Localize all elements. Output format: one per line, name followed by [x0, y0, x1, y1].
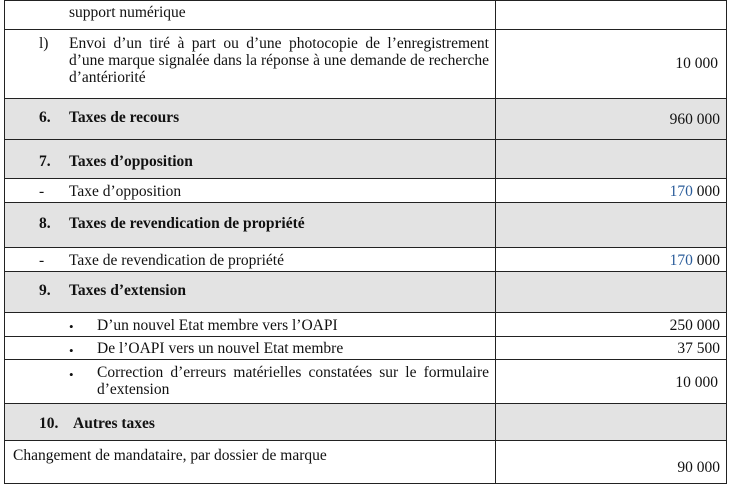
- row-value: 170 000: [669, 183, 720, 200]
- row-label: De l’OAPI vers un nouvel Etat membre: [97, 340, 344, 357]
- table-row: [4, 403, 727, 441]
- table-row: [4, 312, 727, 337]
- row-label: Taxe d’opposition: [69, 183, 182, 200]
- row-label: support numérique: [69, 4, 186, 21]
- row-label: Changement de mandataire, par dossier de marque: [13, 447, 327, 464]
- section-title: Taxes de revendication de propriété: [69, 215, 305, 232]
- section-title: Taxes d’opposition: [69, 153, 193, 170]
- table-row: [4, 139, 727, 179]
- bullet-icon: •: [69, 343, 74, 358]
- table-row: [4, 98, 727, 140]
- section-number: 6.: [39, 109, 51, 126]
- table-row: [4, 29, 727, 99]
- row-value: 960 000: [669, 111, 720, 128]
- row-marker: -: [39, 252, 45, 269]
- row-label: Taxe de revendication de propriété: [69, 252, 284, 269]
- section-title: Autres taxes: [73, 415, 155, 432]
- section-number: 10.: [39, 415, 59, 432]
- table-row: [4, 0, 727, 30]
- table-row: [4, 336, 727, 360]
- table-row: [4, 178, 727, 203]
- row-value: 90 000: [677, 459, 720, 476]
- row-label: Envoi d’un tiré à part ou d’une photocopie de l’enregistrement d’une marque signalée dans la réponse à une demande de recherche d’antériorité: [69, 35, 489, 86]
- row-marker: -: [39, 183, 45, 200]
- table-row: [4, 202, 727, 248]
- bullet-icon: •: [69, 367, 74, 382]
- row-label: Correction d’erreurs matérielles constatées sur le formulaire d’extension: [97, 364, 489, 398]
- section-number: 9.: [39, 282, 51, 299]
- row-value: 170 000: [669, 252, 720, 269]
- section-title: Taxes de recours: [69, 109, 180, 126]
- table-row: [4, 359, 727, 404]
- row-value: 10 000: [675, 374, 718, 391]
- section-number: 8.: [39, 215, 51, 232]
- section-number: 7.: [39, 153, 51, 170]
- row-value: 250 000: [669, 317, 720, 334]
- table-row: [4, 247, 727, 272]
- table-row: [4, 440, 727, 484]
- bullet-icon: •: [69, 319, 74, 334]
- table-row: [4, 271, 727, 313]
- row-marker: l): [39, 35, 49, 52]
- row-value: 37 500: [677, 340, 720, 357]
- row-label: D’un nouvel Etat membre vers l’OAPI: [97, 317, 338, 334]
- row-value: 10 000: [675, 55, 718, 72]
- section-title: Taxes d’extension: [69, 282, 186, 299]
